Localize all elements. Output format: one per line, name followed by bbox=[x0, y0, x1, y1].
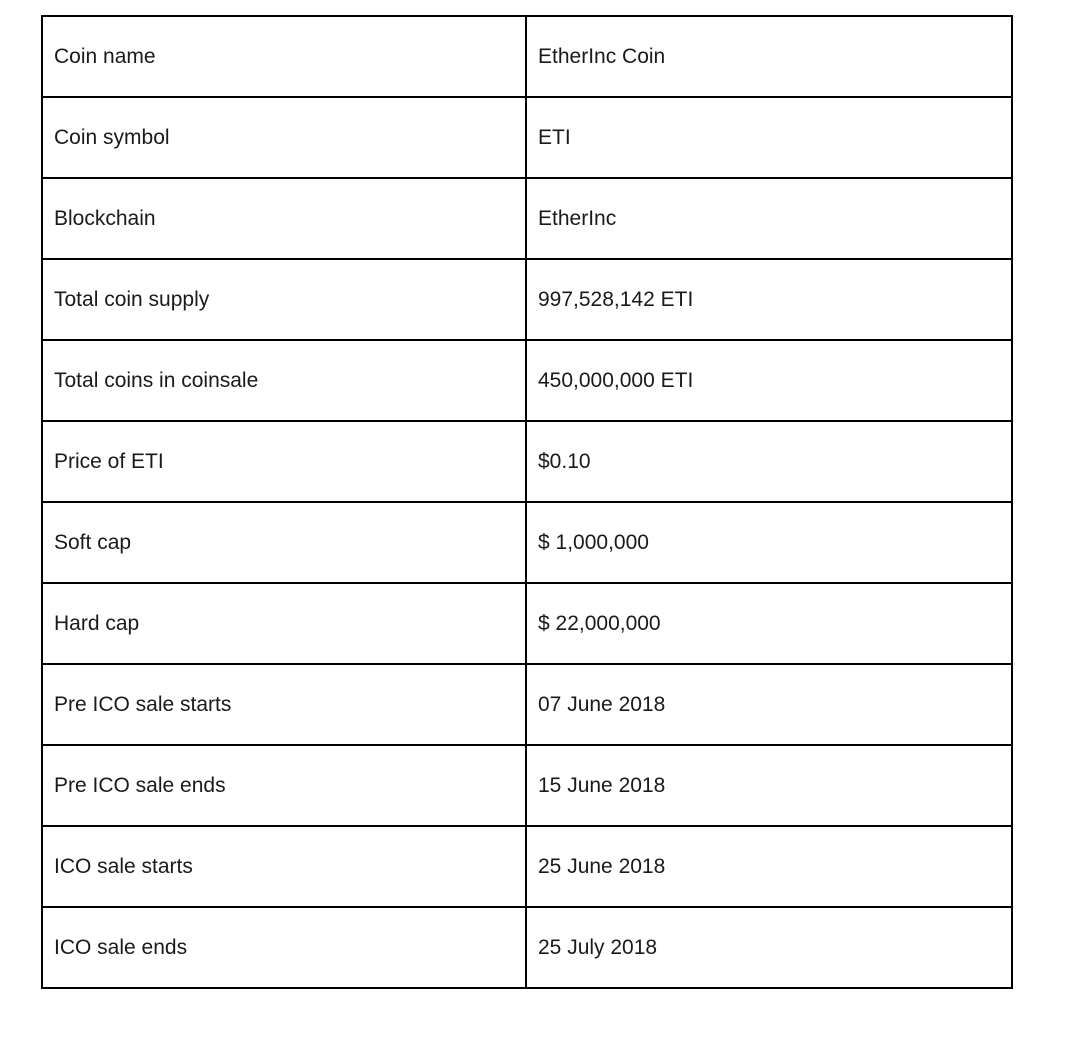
table-row bbox=[42, 745, 1012, 826]
table-row bbox=[42, 907, 1012, 988]
table-row bbox=[42, 826, 1012, 907]
table-body bbox=[42, 16, 1012, 988]
row-value: 07 June 2018 bbox=[526, 664, 1012, 745]
table-row bbox=[42, 421, 1012, 502]
row-label: Coin name bbox=[42, 16, 526, 97]
row-label: Total coins in coinsale bbox=[42, 340, 526, 421]
row-label: Coin symbol bbox=[42, 97, 526, 178]
table-row bbox=[42, 340, 1012, 421]
row-value: 25 July 2018 bbox=[526, 907, 1012, 988]
row-value: 25 June 2018 bbox=[526, 826, 1012, 907]
row-label: Pre ICO sale starts bbox=[42, 664, 526, 745]
row-value: 15 June 2018 bbox=[526, 745, 1012, 826]
row-label: ICO sale ends bbox=[42, 907, 526, 988]
row-value: EtherInc Coin bbox=[526, 16, 1012, 97]
row-label: Total coin supply bbox=[42, 259, 526, 340]
row-value: $ 22,000,000 bbox=[526, 583, 1012, 664]
row-value: $0.10 bbox=[526, 421, 1012, 502]
row-label: ICO sale starts bbox=[42, 826, 526, 907]
table-row bbox=[42, 16, 1012, 97]
row-label: Blockchain bbox=[42, 178, 526, 259]
row-value: $ 1,000,000 bbox=[526, 502, 1012, 583]
table-row bbox=[42, 664, 1012, 745]
row-label: Price of ETI bbox=[42, 421, 526, 502]
table-row bbox=[42, 259, 1012, 340]
row-value: 997,528,142 ETI bbox=[526, 259, 1012, 340]
table-row bbox=[42, 502, 1012, 583]
row-label: Pre ICO sale ends bbox=[42, 745, 526, 826]
row-label: Hard cap bbox=[42, 583, 526, 664]
coin-details-table bbox=[41, 15, 1013, 989]
table-row bbox=[42, 583, 1012, 664]
row-value: EtherInc bbox=[526, 178, 1012, 259]
table-row bbox=[42, 97, 1012, 178]
table-row bbox=[42, 178, 1012, 259]
row-value: 450,000,000 ETI bbox=[526, 340, 1012, 421]
row-label: Soft cap bbox=[42, 502, 526, 583]
row-value: ETI bbox=[526, 97, 1012, 178]
